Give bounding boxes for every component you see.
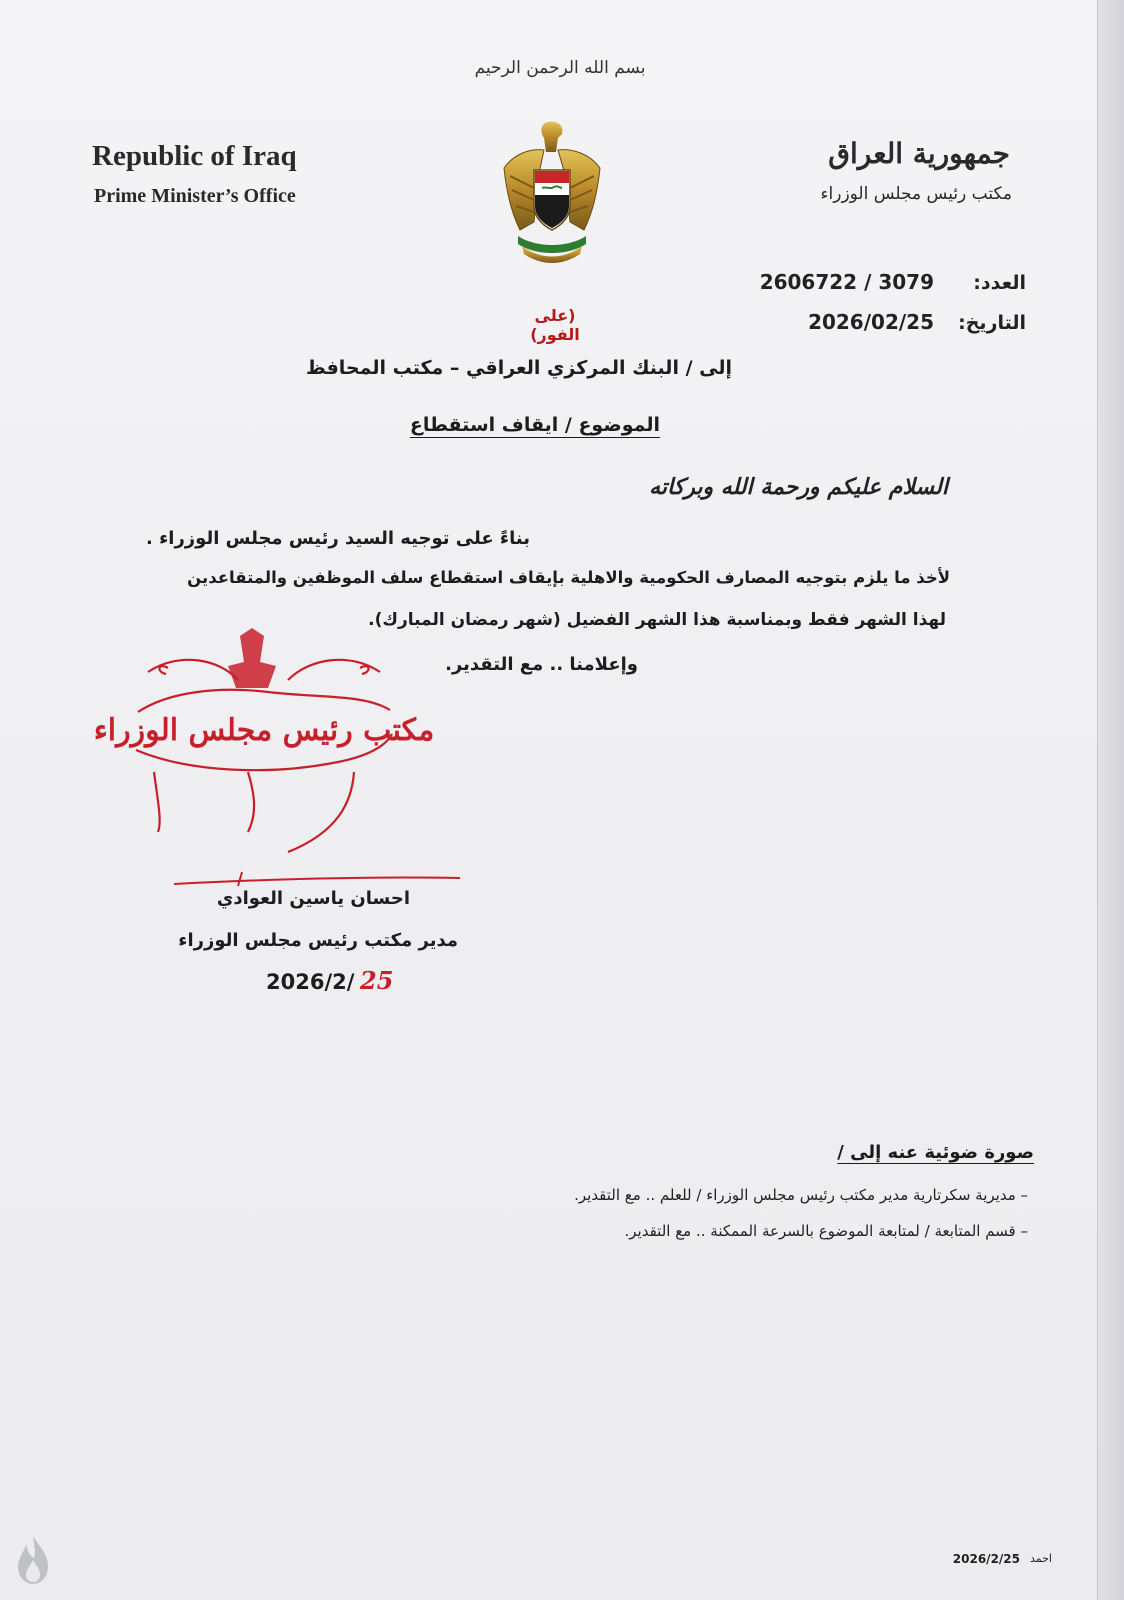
flame-logo-icon <box>12 1534 54 1586</box>
english-subtitle: Prime Minister’s Office <box>94 185 296 207</box>
basmala: بسم الله الرحمن الرحيم <box>474 58 646 78</box>
recipient-line: إلى / البنك المركزي العراقي – مكتب المحافظ <box>306 357 732 379</box>
signature-date-printed: 2026/2/ <box>266 970 355 994</box>
signatory-title: مدير مكتب رئيس مجلس الوزراء <box>178 930 458 951</box>
signature-stroke <box>172 850 462 890</box>
signatory-name: احسان ياسين العوادي <box>216 888 410 909</box>
english-title: Republic of Iraq <box>92 140 297 172</box>
date-label: التاريخ: <box>958 312 1026 334</box>
paper-edge <box>1097 0 1124 1600</box>
date-value: 2026/02/25 <box>808 310 934 334</box>
signature-date-handwritten: 25 <box>360 966 394 995</box>
footer-initials: احمد <box>1030 1552 1052 1565</box>
copies-heading: صورة ضوئية عنه إلى / <box>837 1142 1034 1163</box>
number-value: 2606722 / 3079 <box>759 270 934 294</box>
greeting: السلام عليكم ورحمة الله وبركاته <box>649 474 948 500</box>
urgent-note: (على الفور) <box>530 306 580 344</box>
body-paragraph-3: لهذا الشهر فقط وبمناسبة هذا الشهر الفضيل (شهر رمضان المبارك). <box>368 610 946 630</box>
arabic-title: جمهورية العراق <box>828 137 1010 170</box>
copy-item-1: – مديرية سكرتارية مدير مكتب رئيس مجلس الوزراء / للعلم .. مع التقدير. <box>574 1186 1028 1204</box>
body-paragraph-1: بناءً على توجيه السيد رئيس مجلس الوزراء . <box>145 528 530 549</box>
iraq-eagle-emblem-icon <box>500 118 604 270</box>
closing-line: وإعلامنا .. مع التقدير. <box>445 654 638 675</box>
body-paragraph-2: لأخذ ما يلزم بتوجيه المصارف الحكومية والاهلية بإيقاف استقطاع سلف الموظفين والمتقاعدين <box>187 568 950 587</box>
footer-date: 2026/2/25 <box>952 1552 1020 1566</box>
copy-item-2: – قسم المتابعة / لمتابعة الموضوع بالسرعة الممكنة .. مع التقدير. <box>624 1222 1028 1240</box>
stamp-text: مكتب رئيس مجلس الوزراء <box>93 713 435 748</box>
number-label: العدد: <box>973 272 1026 294</box>
arabic-subtitle: مكتب رئيس مجلس الوزراء <box>820 184 1012 204</box>
office-stamp-seal <box>93 622 435 862</box>
subject-line: الموضوع / ايقاف استقطاع <box>409 414 660 436</box>
